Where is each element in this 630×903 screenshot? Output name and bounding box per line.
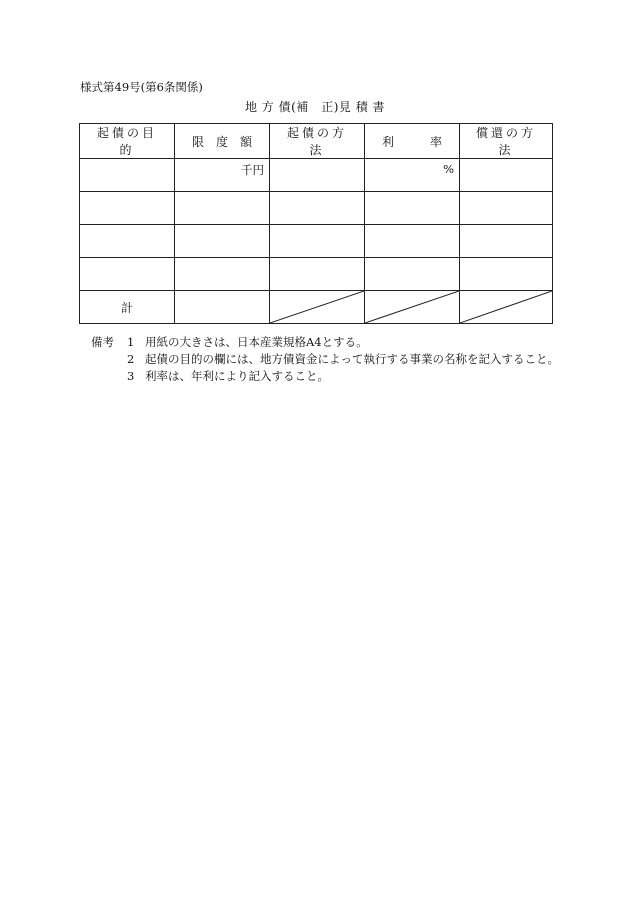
document-title-text: 地 方 債(補 正)見 積 書 — [244, 100, 386, 114]
cell-rate[interactable] — [365, 258, 460, 291]
unit-percent: % — [443, 162, 454, 176]
diagonal-line — [270, 291, 364, 323]
cell-purpose[interactable] — [80, 258, 175, 291]
note-text: 起債の目的の欄には、地方債資金によって執行する事業の名称を記入すること。 — [145, 352, 559, 366]
note-item — [127, 368, 561, 385]
total-repayment-diagonal — [460, 291, 553, 324]
header-purpose: 起債の目的 — [80, 124, 175, 159]
estimate-table — [79, 123, 553, 324]
cell-purpose[interactable] — [80, 225, 175, 258]
cell-limit[interactable] — [175, 159, 270, 192]
cell-limit[interactable] — [175, 258, 270, 291]
total-label: 計 — [80, 291, 175, 324]
header-limit: 限 度 額 — [175, 124, 270, 159]
note-text: 利率は、年利により記入すること。 — [145, 369, 329, 383]
total-row — [80, 291, 553, 324]
cell-method[interactable] — [270, 258, 365, 291]
cell-limit[interactable] — [175, 192, 270, 225]
diagonal-line — [365, 291, 459, 323]
cell-repayment[interactable] — [460, 192, 553, 225]
cell-repayment[interactable] — [460, 159, 553, 192]
cell-repayment[interactable] — [460, 258, 553, 291]
cell-method[interactable] — [270, 225, 365, 258]
notes-section — [91, 334, 561, 385]
cell-rate[interactable] — [365, 192, 460, 225]
cell-method[interactable] — [270, 159, 365, 192]
cell-rate[interactable] — [365, 225, 460, 258]
cell-purpose[interactable] — [80, 192, 175, 225]
notes-heading: 備考 — [91, 335, 114, 349]
table-row — [80, 258, 553, 291]
cell-method[interactable] — [270, 192, 365, 225]
header-rate: 利 率 — [365, 124, 460, 159]
cell-limit[interactable] — [175, 225, 270, 258]
cell-purpose[interactable] — [80, 159, 175, 192]
note-number: 3 — [127, 369, 135, 383]
cell-repayment[interactable] — [460, 225, 553, 258]
table-row — [80, 192, 553, 225]
table-row — [80, 225, 553, 258]
table-header-row — [80, 124, 553, 159]
header-repayment: 償還の方法 — [460, 124, 553, 159]
note-number: 1 — [127, 335, 135, 349]
unit-thousand-yen: 千円 — [241, 163, 264, 177]
diagonal-line — [460, 291, 552, 323]
document-title — [0, 98, 630, 115]
total-rate-diagonal — [365, 291, 460, 324]
header-method: 起債の方法 — [270, 124, 365, 159]
form-number: 様式第49号(第6条関係) — [80, 80, 203, 94]
note-item — [91, 334, 561, 351]
table-row — [80, 159, 553, 192]
total-method-diagonal — [270, 291, 365, 324]
cell-rate[interactable] — [365, 159, 460, 192]
note-number: 2 — [127, 352, 135, 366]
note-text: 用紙の大きさは、日本産業規格A4とする。 — [145, 335, 368, 349]
total-limit-cell[interactable] — [175, 291, 270, 324]
note-item — [127, 351, 561, 368]
